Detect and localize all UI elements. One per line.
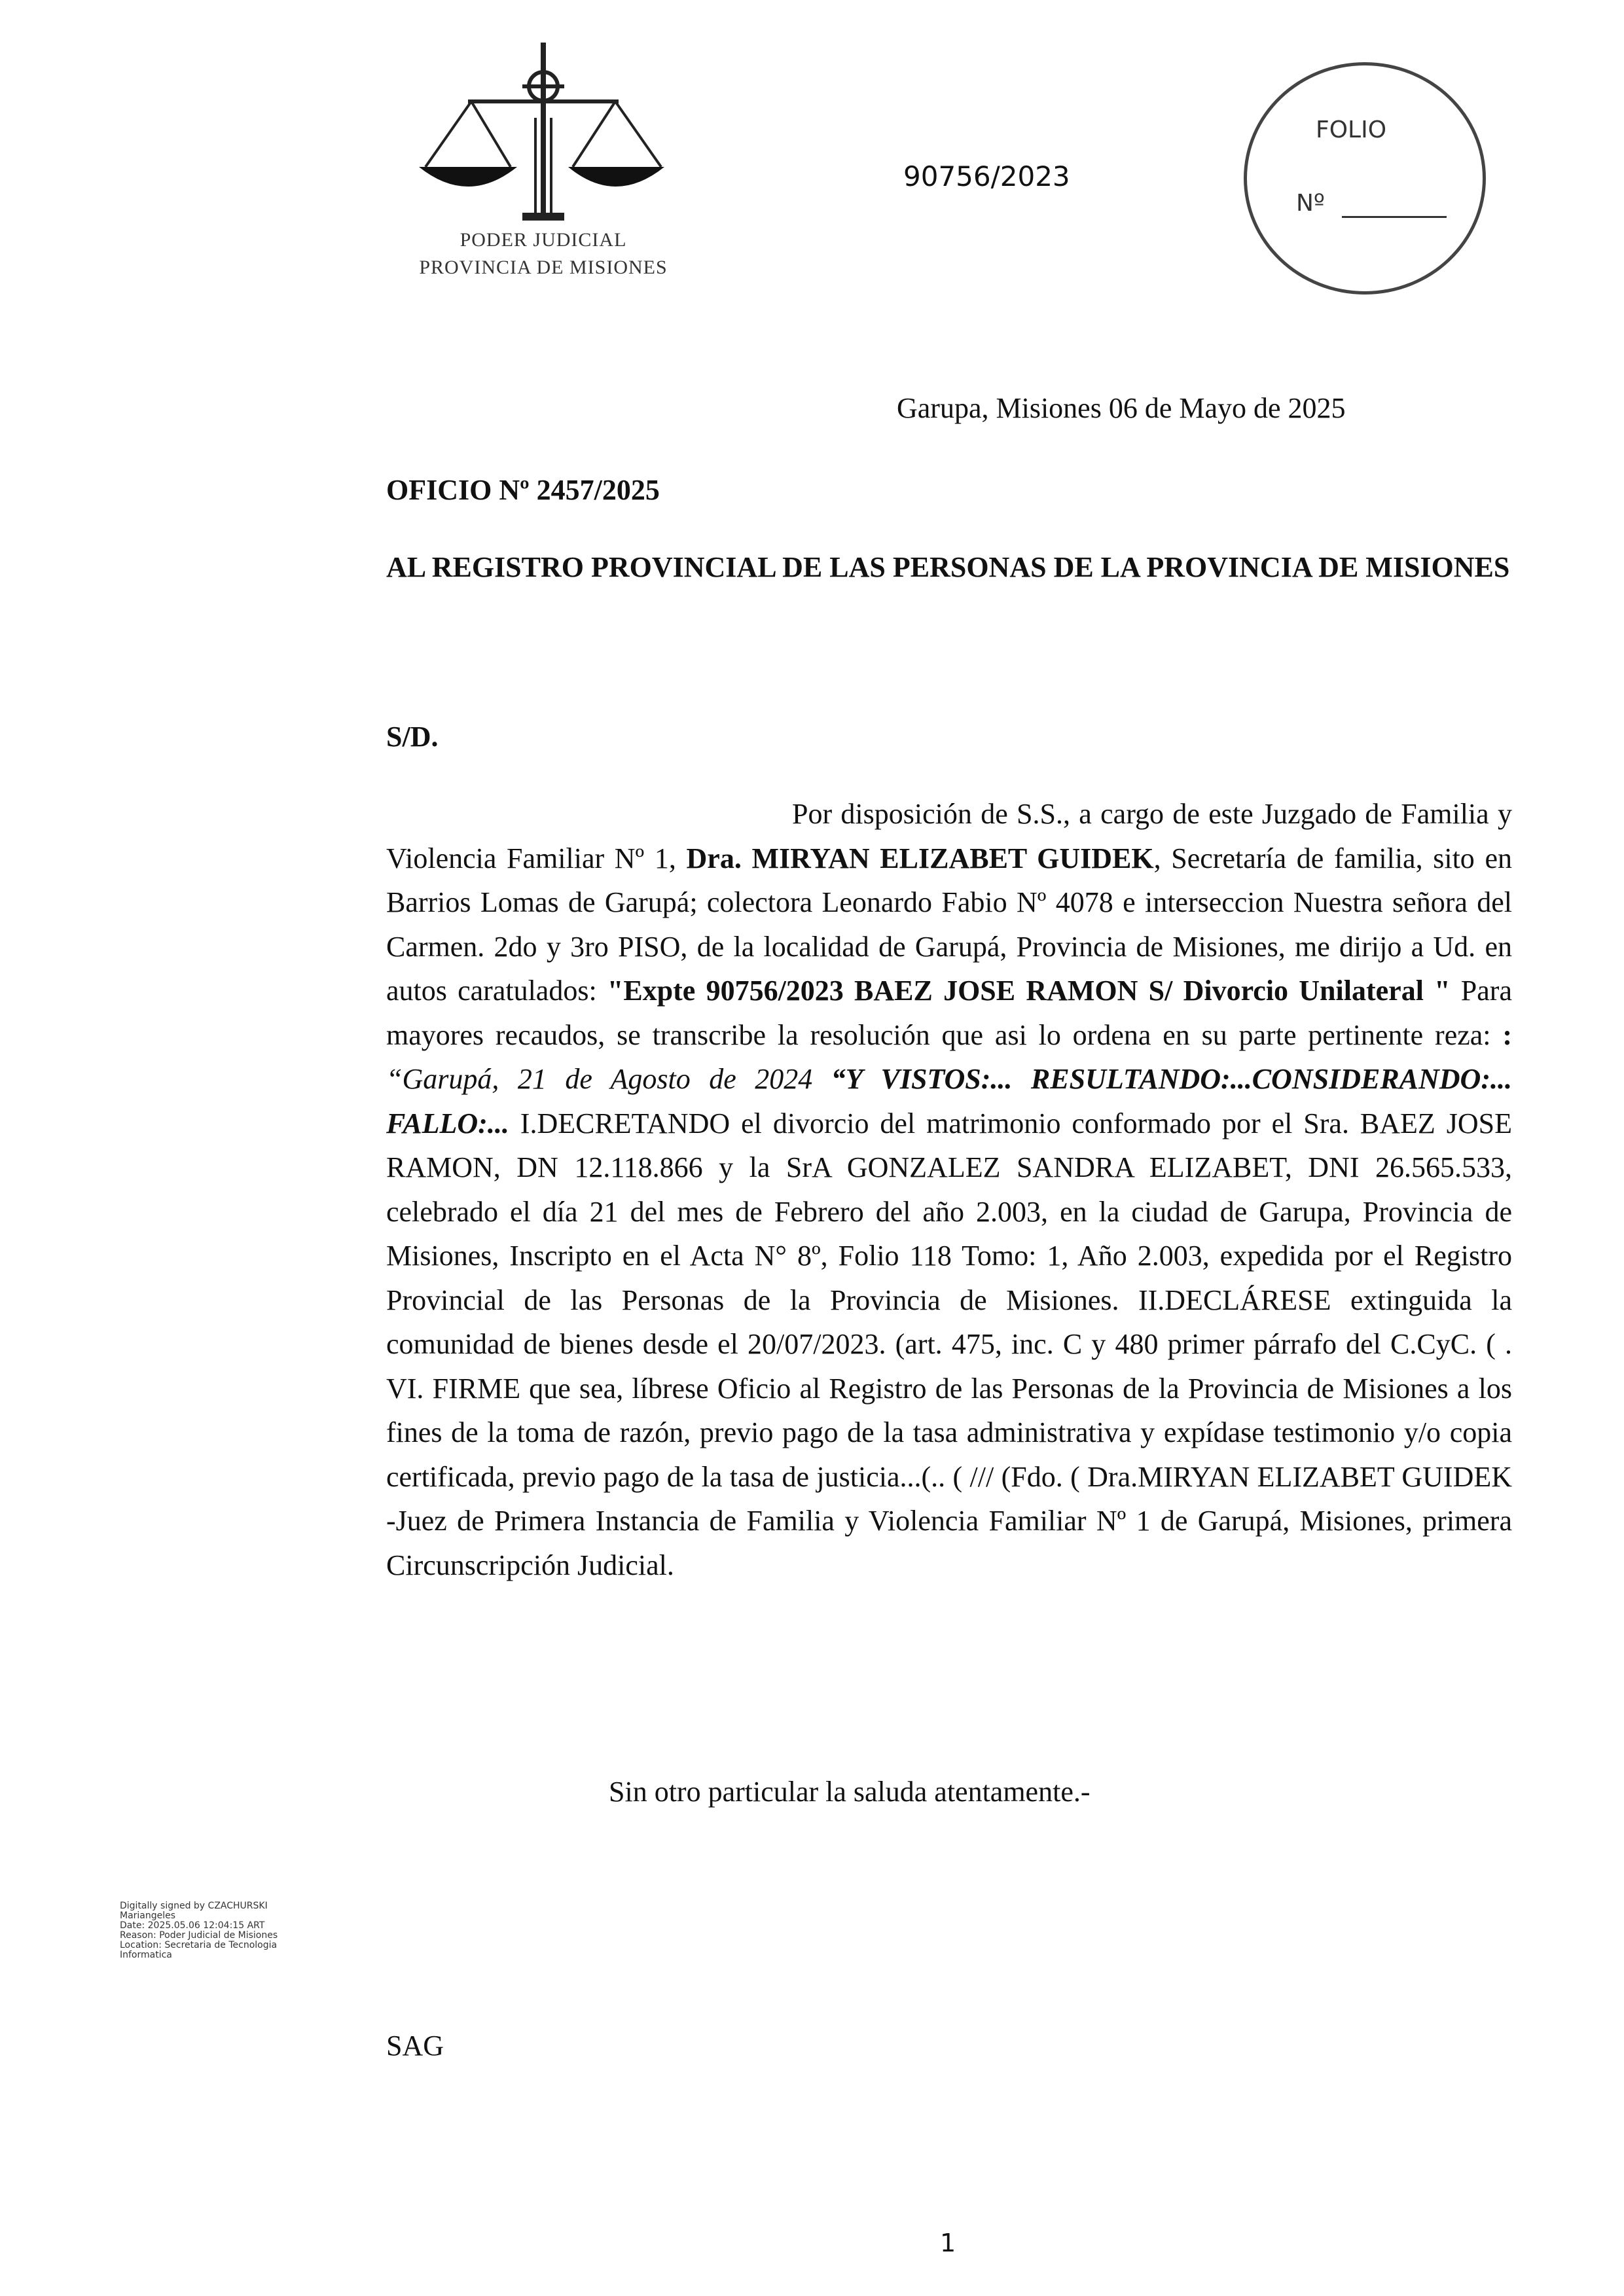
body-text-part4: I.DECRETANDO el divorcio del matrimonio conformado por el Sra. BAEZ JOSE RAMON, DN 12.118.866 y la SrA GONZALEZ SANDRA ELIZABET, DNI 26.565.533, celebrado el día 21 del mes de Febrero del año 2.003, en la ciudad de Garupa, Provincia de Misiones, Inscripto en el Acta N° 8º, Folio 118 Tomo: 1, Año 2.003, expedida por el Registro Provincial de las Personas de la Provincia de Misiones. II.DECLÁRESE extinguida la comunidad de bienes desde el 20/07/2023. (art. 475, inc. C y 480 primer párrafo del C.CyC. ( . VI. FIRME que sea, líbrese Oficio al Registro de las Personas de la Provincia de Misiones a los fines de la toma de razón, previo pago de la tasa administrativa y expídase testimonio y/o copia certificada, previo pago de la tasa de justicia...(.. ( /// (Fdo. ( Dra.MIRYAN ELIZABET GUIDEK -Juez de Primera Instancia de Familia y Violencia Familiar Nº 1 de Garupá, Misiones, primera Circunscripción Judicial. — [386, 1107, 1512, 1581]
logo-caption-line1: PODER JUDICIAL — [460, 229, 627, 251]
quote-date: “Garupá, 21 de Agosto de 2024 — [386, 1063, 831, 1095]
date-line: Garupa, Misiones 06 de Mayo de 2025 — [897, 392, 1346, 424]
body-text-part2: , Secretaría de familia, sito en Barrios Lomas de Garupá; colectora Leonardo Fabio Nº 4078 e interseccion Nuestra señora del Carmen. 2do y 3ro PISO, de la localidad de Garupá, Provincia de Misiones, me dirijo a Ud. en autos caratulados: — [386, 842, 1512, 1007]
logo-caption-line2: PROVINCIA DE MISIONES — [419, 257, 668, 278]
body-text-part1: Por disposición de S.S., a cargo de este Juzgado de Familia y Violencia Familiar Nº 1, — [386, 798, 1512, 874]
closing-line: Sin otro particular la saluda atentamente.- — [609, 1776, 1091, 1808]
oficio-number: OFICIO Nº 2457/2025 — [386, 474, 660, 506]
signature-line: Digitally signed by CZACHURSKI — [120, 1901, 268, 1911]
signature-line: Date: 2025.05.06 12:04:15 ART — [120, 1920, 265, 1931]
initials: SAG — [386, 2030, 444, 2062]
signature-line: Mariangeles — [120, 1910, 176, 1921]
body-paragraph — [386, 792, 1512, 1587]
case-number: 90756/2023 — [903, 160, 1070, 192]
case-caption: "Expte 90756/2023 BAEZ JOSE RAMON S/ Divorcio Unilateral " — [607, 975, 1451, 1007]
folio-number-blank — [1342, 216, 1447, 218]
signature-line: Informatica — [120, 1950, 172, 1960]
sd-line: S/D. — [386, 721, 439, 753]
digital-signature-block — [120, 1901, 316, 1960]
folio-stamp — [1244, 62, 1486, 295]
page-number: 1 — [940, 2229, 956, 2257]
resolution-headers: “Y VISTOS:... RESULTANDO:...CONSIDERANDO:... FALLO:... — [386, 1063, 1512, 1139]
folio-label: FOLIO — [1316, 117, 1387, 143]
addressee: AL REGISTRO PROVINCIAL DE LAS PERSONAS DE LA PROVINCIA DE MISIONES — [386, 551, 1510, 583]
body-colon: : — [1502, 1018, 1512, 1051]
body-text-part3: Para mayores recaudos, se transcribe la resolución que asi lo ordena en su parte pertinente reza: — [386, 975, 1512, 1051]
folio-number-label: Nº — [1296, 190, 1325, 217]
signature-line: Location: Secretaria de Tecnologia — [120, 1940, 278, 1950]
signature-line: Reason: Poder Judicial de Misiones — [120, 1930, 278, 1941]
judge-name: Dra. MIRYAN ELIZABET GUIDEK — [686, 842, 1154, 874]
